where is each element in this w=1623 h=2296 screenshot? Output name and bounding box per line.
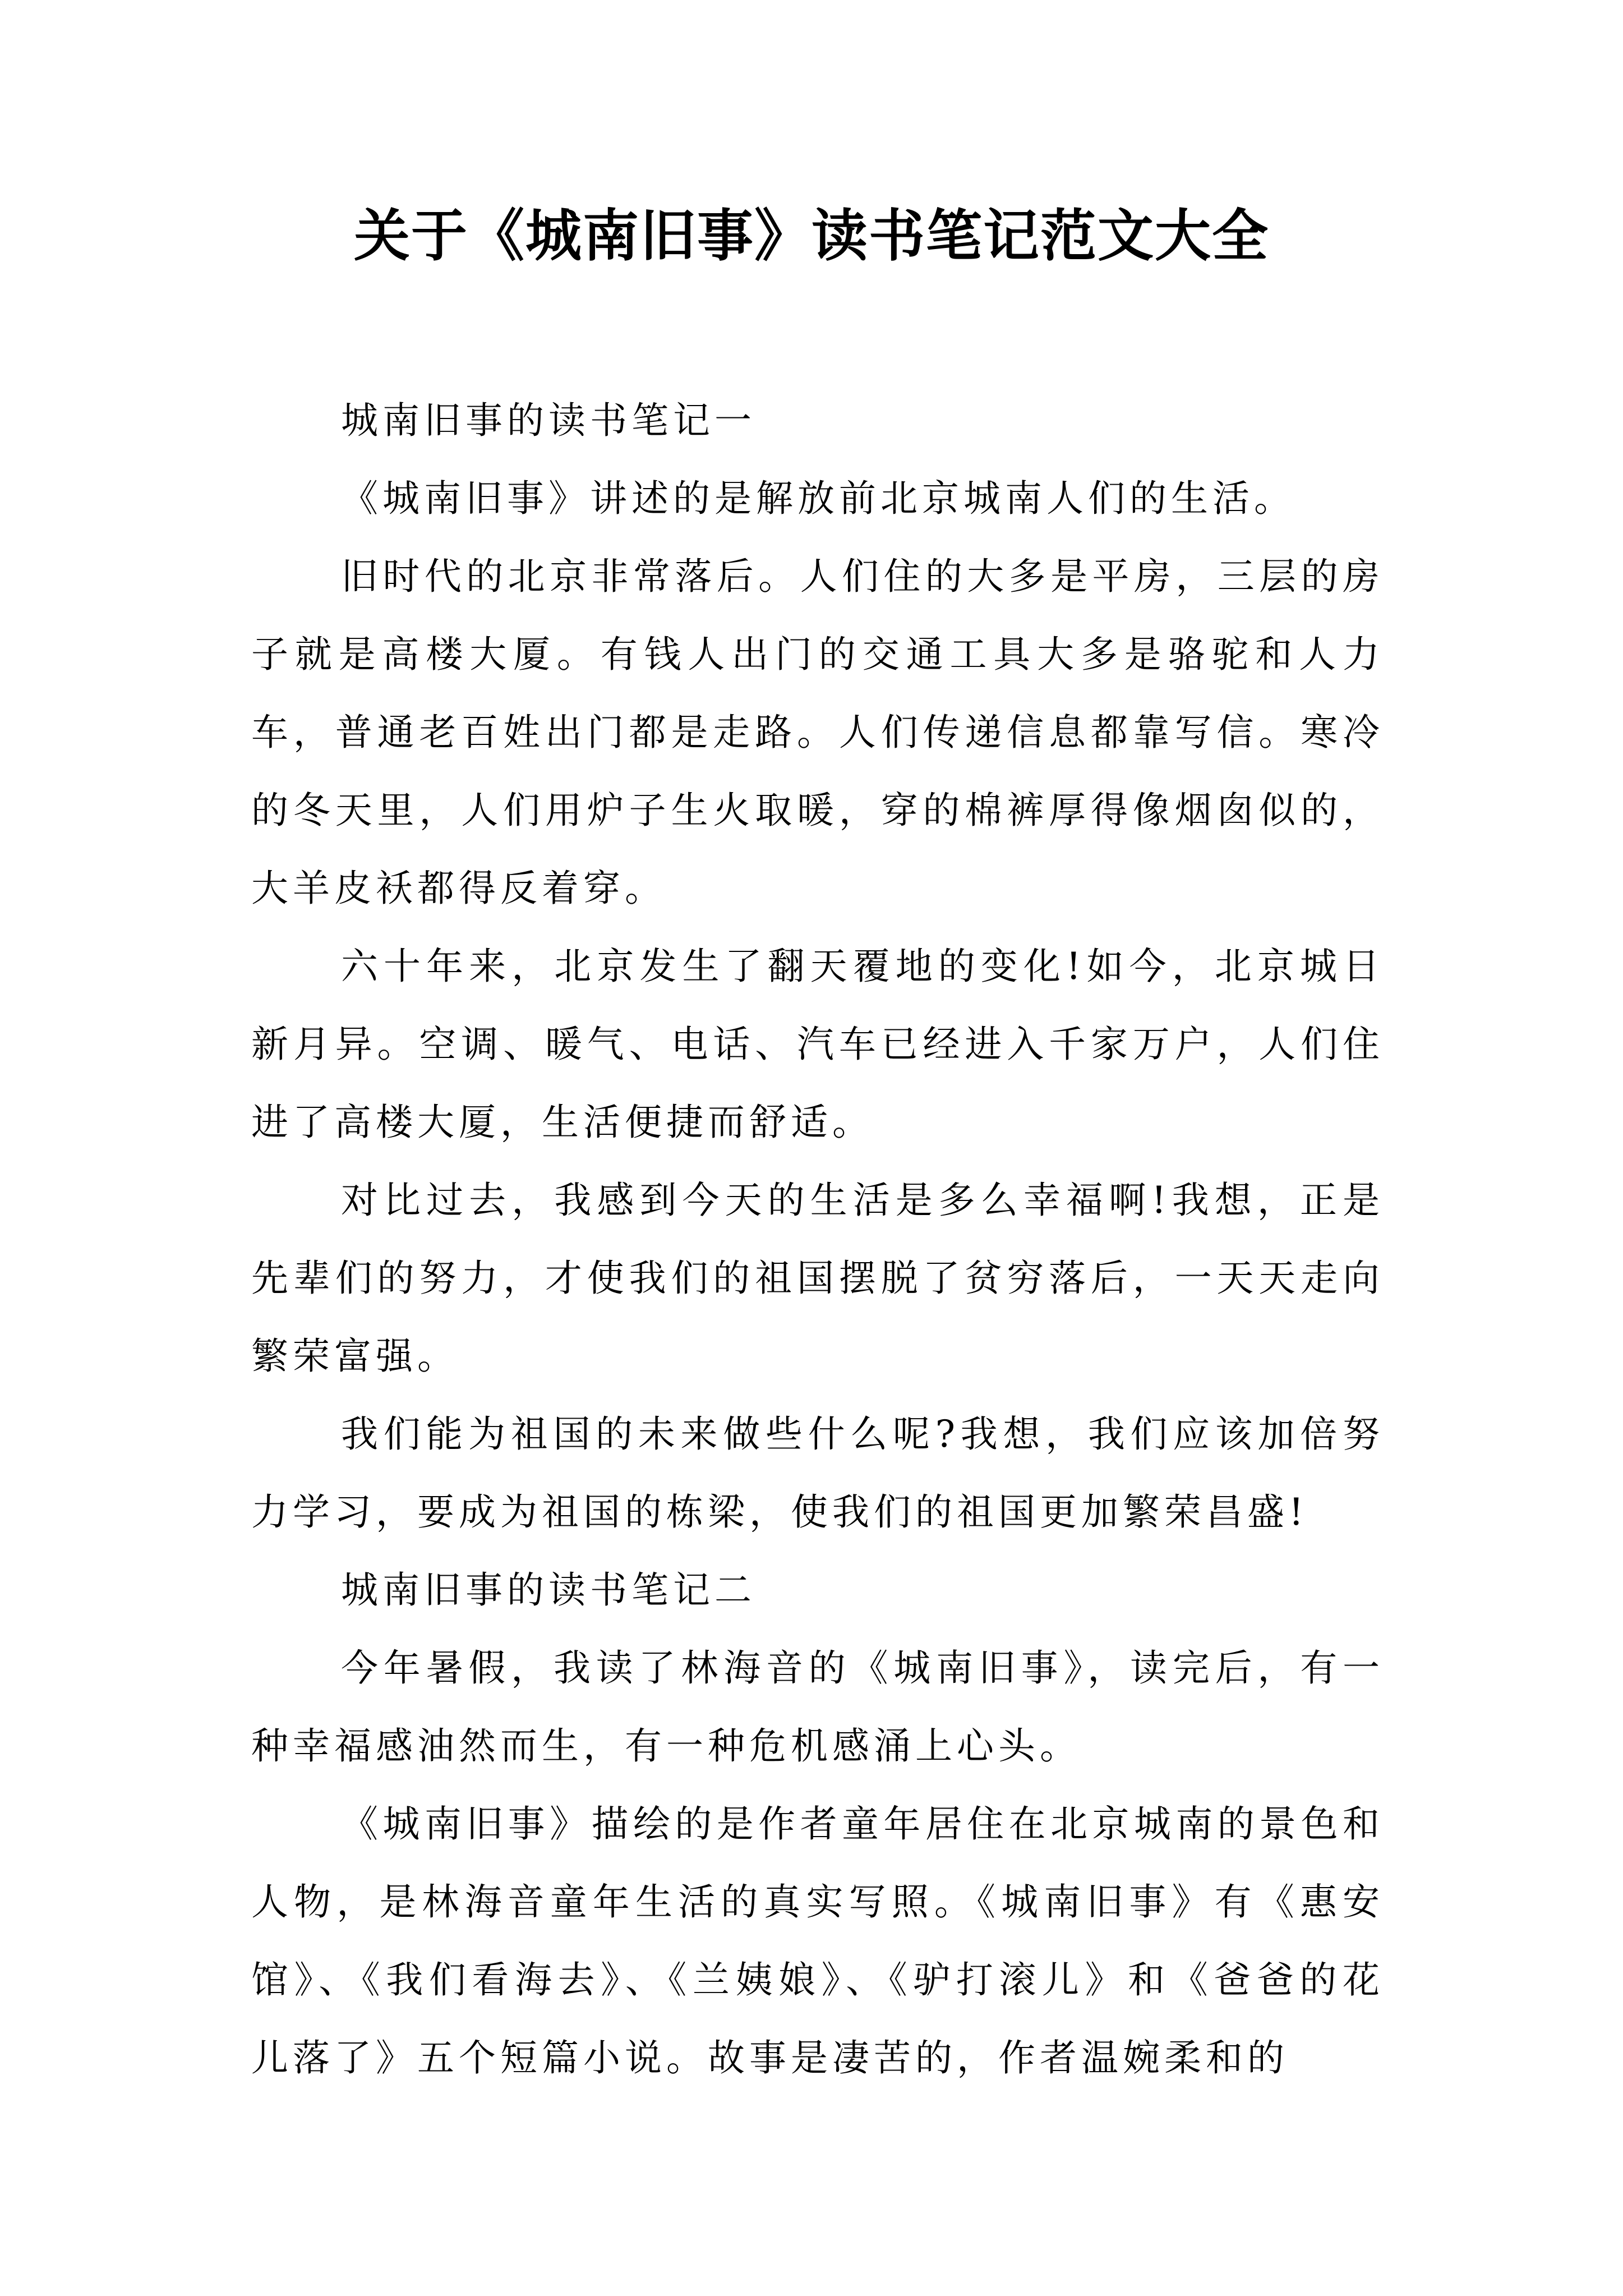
section-heading-2: 城南旧事的读书笔记二 — [341, 1568, 756, 1612]
paragraph: 《城南旧事》讲述的是解放前北京城南人们的生活。 — [341, 477, 1295, 520]
paragraph: 旧时代的北京非常落后。人们住的大多是平房，三层的房子就是高楼大厦。有钱人出门的交通工具大多是骆驼和人力车，普通老百姓出门都是走路。人们传递信息都靠写信。寒冷的冬天里，人们用炉子生火取暖，穿的棉裤厚得像烟囱似的，大羊皮袄都得反着穿。 — [251, 555, 1384, 910]
paragraph: 六十年来，北京发生了翻天覆地的变化!如今，北京城日新月异。空调、暖气、电话、汽车已经进入千家万户，人们住进了高楼大厦，生活便捷而舒适。 — [251, 945, 1384, 1144]
paragraph: 《城南旧事》描绘的是作者童年居住在北京城南的景色和人物，是林海音童年生活的真实写照。《城南旧事》有《惠安馆》、《我们看海去》、《兰姨娘》、《驴打滚儿》和《爸爸的花儿落了》五个短篇小说。故事是凄苦的，作者温婉柔和的 — [251, 1802, 1384, 2079]
document-body — [251, 381, 1384, 2097]
document-title: 关于《城南旧事》读书笔记范文大全 — [354, 203, 1269, 269]
paragraph: 对比过去，我感到今天的生活是多么幸福啊!我想，正是先辈们的努力，才使我们的祖国摆脱了贫穷落后，一天天走向繁荣富强。 — [251, 1179, 1384, 1378]
section-heading-1: 城南旧事的读书笔记一 — [341, 399, 756, 442]
paragraph: 今年暑假，我读了林海音的《城南旧事》，读完后，有一种幸福感油然而生，有一种危机感涌上心头。 — [251, 1646, 1384, 1768]
paragraph: 我们能为祖国的未来做些什么呢?我想，我们应该加倍努力学习，要成为祖国的栋梁，使我们的祖国更加繁荣昌盛! — [251, 1412, 1384, 1534]
